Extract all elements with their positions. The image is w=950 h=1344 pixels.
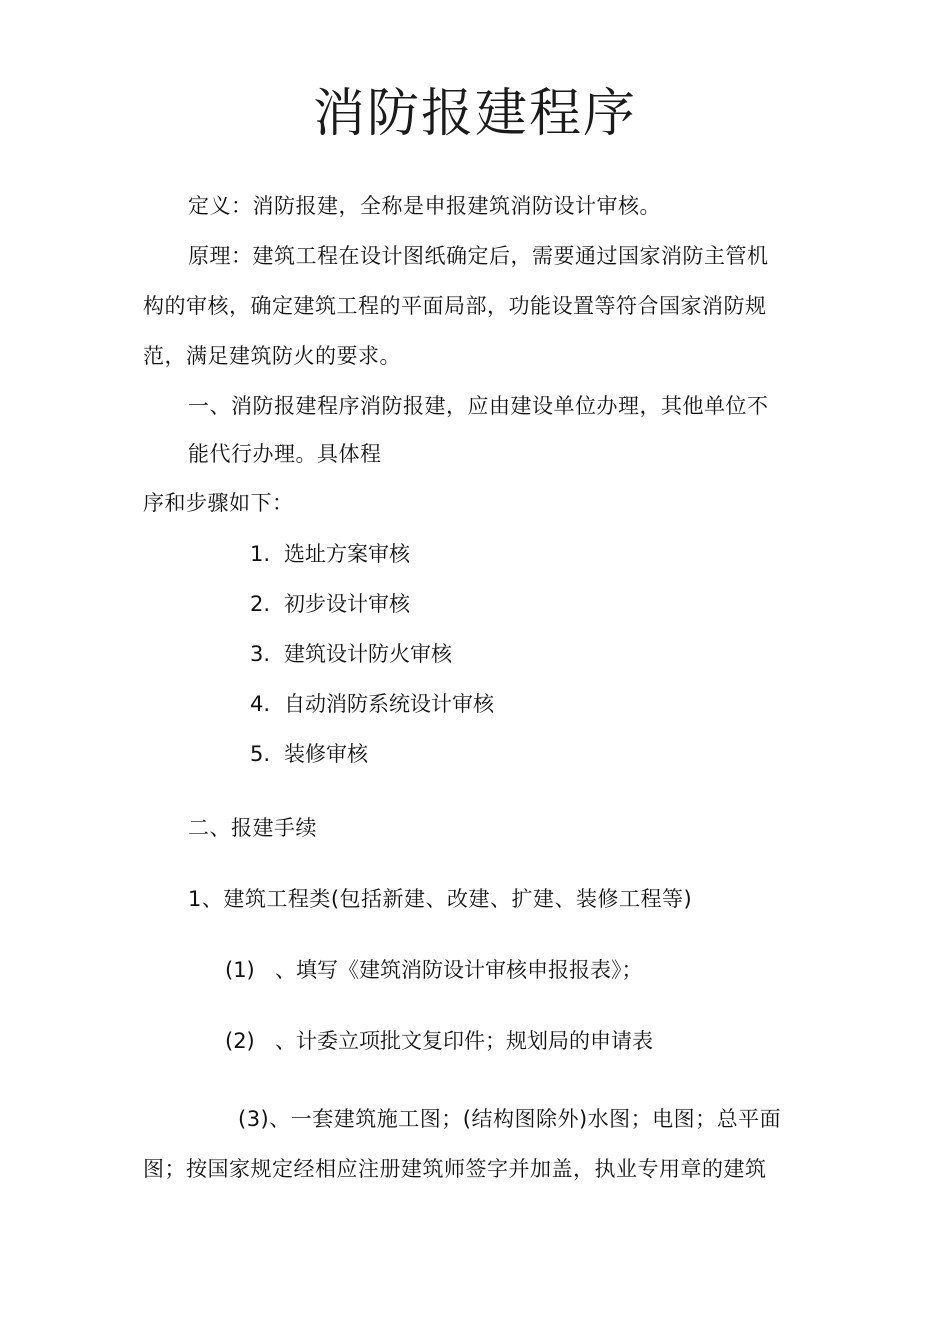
step-number: 4. [250,692,271,716]
step-number: 2. [250,592,271,616]
section2-heading: 二、报建手续 [188,816,317,840]
section1-line-1: 一、消防报建程序消防报建，应由建设单位办理，其他单位不 [188,394,769,418]
principle-line-3: 范，满足建筑防火的要求。 [143,344,401,368]
step-item [250,644,452,665]
sub-item [225,1031,653,1052]
section1-line-2: 能代行办理。具体程 [188,442,382,466]
section1-line-3: 序和步骤如下： [143,491,294,515]
sub-item [225,960,643,981]
step-text: 初步设计审核 [284,592,410,616]
sub-item-mark: (2) [225,1029,255,1053]
sub-item-text: 、填写《建筑消防设计审核申报报表》； [275,958,643,982]
step-text: 建筑设计防火审核 [284,642,452,666]
step-number: 3. [250,642,271,666]
sub-item-mark: (1) [225,958,255,982]
principle-line-1: 原理：建筑工程在设计图纸确定后，需要通过国家消防主管机 [188,244,769,268]
step-item [250,744,368,765]
document-title: 消防报建程序 [312,84,637,144]
item3-line-2: 图；按国家规定经相应注册建筑师签字并加盖，执业专用章的建筑 [143,1157,767,1181]
step-text: 装修审核 [284,742,368,766]
step-item [250,544,410,565]
step-text: 自动消防系统设计审核 [284,692,494,716]
subsection1-heading: 1、建筑工程类(包括新建、改建、扩建、装修工程等) [188,887,693,911]
step-item [250,594,410,615]
item3-line-1: (3)、一套建筑施工图；(结构图除外)水图；电图；总平面 [238,1107,782,1131]
step-item [250,694,494,715]
step-text: 选址方案审核 [284,542,410,566]
definition-paragraph: 定义：消防报建，全称是申报建筑消防设计审核。 [188,194,661,218]
step-number: 5. [250,742,271,766]
principle-line-2: 构的审核，确定建筑工程的平面局部，功能设置等符合国家消防规 [143,294,767,318]
sub-item-text: 、计委立项批文复印件；规划局的申请表 [275,1029,653,1053]
step-number: 1. [250,542,271,566]
